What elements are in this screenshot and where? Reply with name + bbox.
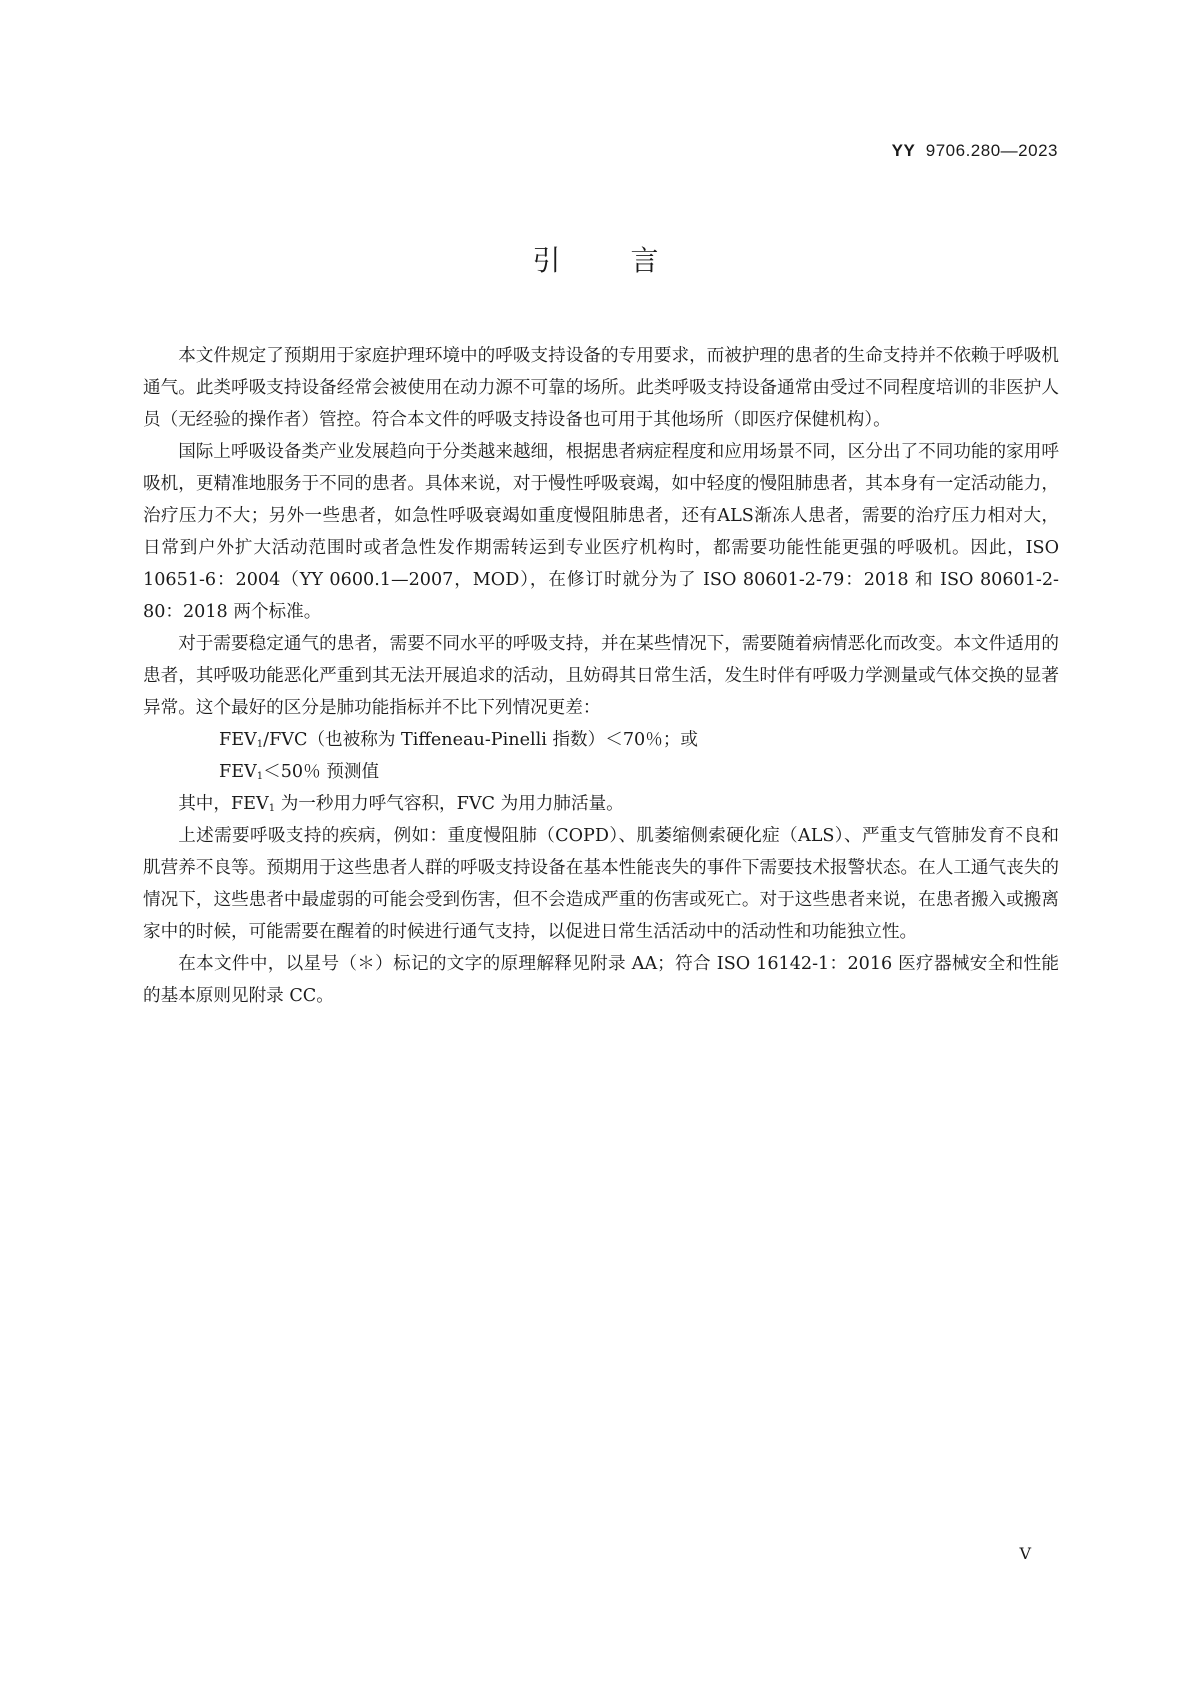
introduction-body [143, 340, 1059, 1012]
criterion-fev1-predicted: $FEV_1<50$％ 预测值 [219, 762, 380, 782]
paragraph-annex-reference: 在本文件中，以星号（＊）标记的文字的原理解释见附录 AA；符合 ISO 16142-1：2016 医疗器械安全和性能的基本原则见附录 CC。 [143, 954, 1059, 1006]
page-number: V [1019, 1544, 1031, 1563]
criterion-fev1-fvc: $FEV_1/FVC$（也被称为 Tiffeneau-Pinelli 指数）＜70％；或 [219, 730, 699, 750]
paragraph-scope: 本文件规定了预期用于家庭护理环境中的呼吸支持设备的专用要求，而被护理的患者的生命支持并不依赖于呼吸机通气。此类呼吸支持设备经常会被使用在动力源不可靠的场所。此类呼吸支持设备通常由受过不同程度培训的非医护人员（无经验的操作者）管控。符合本文件的呼吸支持设备也可用于其他场所（即医疗保健机构）。 [143, 346, 1059, 430]
standard-code: 9706.280—2023 [925, 141, 1058, 160]
standard-prefix: YY [891, 141, 916, 160]
paragraph-diseases: 上述需要呼吸支持的疾病，例如：重度慢阻肺（COPD）、肌萎缩侧索硬化症（ALS）、严重支气管肺发育不良和肌营养不良等。预期用于这些患者人群的呼吸支持设备在基本性能丧失的事件下需要技术报警状态。在人工通气丧失的情况下，这些患者中最虚弱的可能会受到伤害，但不会造成严重的伤害或死亡。对于这些患者来说，在患者搬入或搬离家中的时候，可能需要在醒着的时候进行通气支持，以促进日常生活活动中的活动性和功能独立性。 [143, 826, 1059, 942]
standard-number [892, 141, 1058, 161]
section-title: 引言 [532, 244, 729, 277]
paragraph-definitions: 其中，$FEV_1$ 为一秒用力呼气容积，FVC 为用力肺活量。 [178, 794, 624, 814]
paragraph-patients: 对于需要稳定通气的患者，需要不同水平的呼吸支持，并在某些情况下，需要随着病情恶化而改变。本文件适用的患者，其呼吸功能恶化严重到其无法开展追求的活动，且妨碍其日常生活，发生时伴有呼吸力学测量或气体交换的显著异常。这个最好的区分是肺功能指标并不比下列情况更差： [143, 634, 1059, 718]
paragraph-industry-trend: 国际上呼吸设备类产业发展趋向于分类越来越细，根据患者病症程度和应用场景不同，区分出了不同功能的家用呼吸机，更精准地服务于不同的患者。具体来说，对于慢性呼吸衰竭，如中轻度的慢阻肺患者，其本身有一定活动能力，治疗压力不大；另外一些患者，如急性呼吸衰竭如重度慢阻肺患者，还有ALS渐冻人患者，需要的治疗压力相对大，日常到户外扩大活动范围时或者急性发作期需转运到专业医疗机构时，都需要功能性能更强的呼吸机。因此，ISO 10651-6：2004（YY 0600.1—2007，MOD），在修订时就分为了 ISO 80601-2-79：2018 和 ISO 80601-2-80：2018 两个标准。 [143, 442, 1059, 622]
